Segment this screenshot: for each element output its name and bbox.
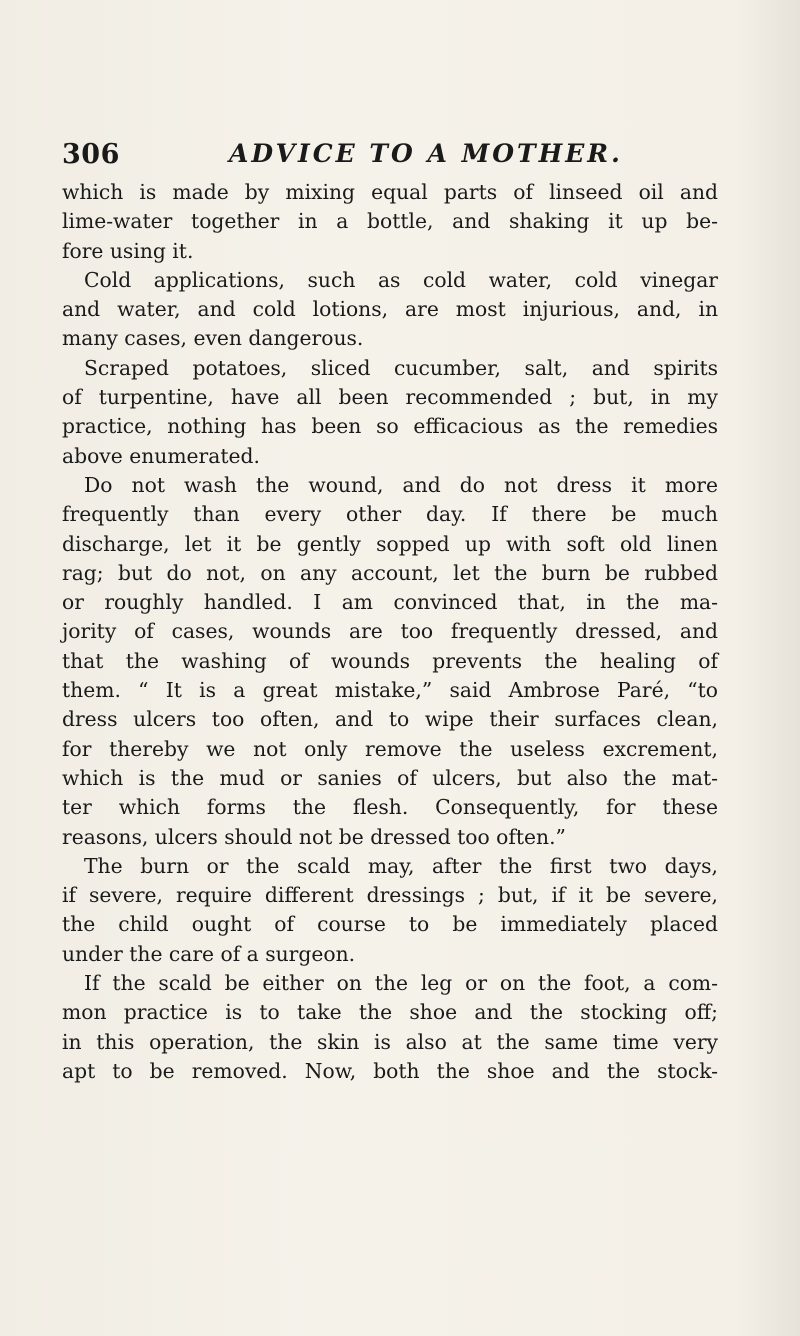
text-line: that the washing of wounds prevents the healing of [62, 648, 718, 673]
text-line: jority of cases, wounds are too frequently dressed, and [62, 619, 718, 644]
page-header [50, 125, 750, 173]
text-line: in this operation, the skin is also at the same time very [62, 1029, 718, 1054]
text-line: reasons, ulcers should not be dressed too often.” [62, 824, 566, 849]
text-line: discharge, let it be gently sopped up with soft old linen [62, 531, 718, 556]
running-head: ADVICE TO A MOTHER. [229, 139, 623, 168]
text-line: Scraped potatoes, sliced cucumber, salt, and spirits [84, 355, 718, 380]
text-line: many cases, even dangerous. [62, 326, 364, 351]
text-line: which is made by mixing equal parts of linseed oil and [62, 180, 718, 204]
page-number: 306 [62, 139, 120, 170]
text-line: ter which forms the flesh. Consequently, for these [62, 795, 718, 820]
text-line: them. “ It is a great mistake,” said Ambrose Paré, “to [62, 678, 718, 703]
text-line: for thereby we not only remove the useless excrement, [62, 736, 718, 761]
text-line: The burn or the scald may, after the first two days, [84, 853, 718, 878]
body-text [62, 178, 718, 1086]
text-line: the child ought of course to be immediately placed [62, 912, 718, 937]
text-line: under the care of a surgeon. [62, 941, 356, 966]
text-line: if severe, require different dressings ; but, if it be severe, [62, 883, 718, 908]
text-line: which is the mud or sanies of ulcers, but also the mat- [62, 765, 718, 790]
text-line: above enumerated. [62, 443, 260, 468]
text-line: lime-water together in a bottle, and shaking it up be- [62, 209, 718, 234]
text-line: Cold applications, such as cold water, cold vinegar [84, 267, 718, 292]
text-line: and water, and cold lotions, are most injurious, and, in [62, 297, 718, 322]
text-line: of turpentine, have all been recommended ; but, in my [62, 385, 718, 410]
text-line: apt to be removed. Now, both the shoe and the stock- [62, 1058, 718, 1083]
text-line: mon practice is to take the shoe and the stocking off; [62, 1000, 718, 1025]
text-line: rag; but do not, on any account, let the burn be rubbed [62, 560, 718, 585]
text-line: practice, nothing has been so efficacious as the remedies [62, 414, 718, 439]
text-line: or roughly handled. I am convinced that, in the ma- [62, 590, 718, 615]
text-line: frequently than every other day. If there be much [62, 502, 718, 527]
text-line: Do not wash the wound, and do not dress it more [84, 472, 718, 497]
text-line: fore using it. [62, 238, 194, 263]
text-line: If the scald be either on the leg or on the foot, a com- [84, 971, 718, 996]
text-line: dress ulcers too often, and to wipe their surfaces clean, [62, 707, 718, 732]
